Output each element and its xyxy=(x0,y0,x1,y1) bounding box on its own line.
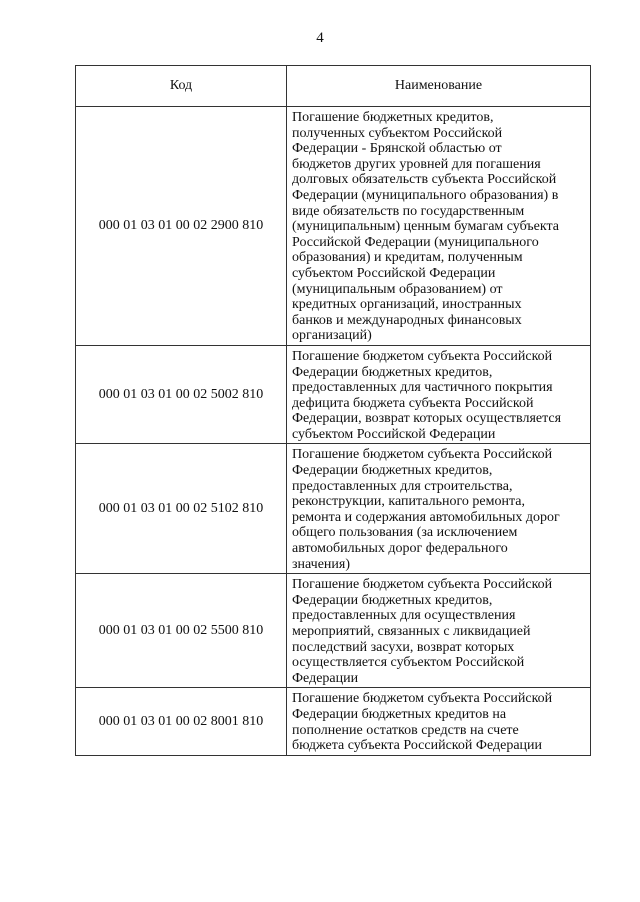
table-row xyxy=(76,444,591,574)
header-name: Наименование xyxy=(287,66,591,107)
name-line: автомобильных дорог федерального xyxy=(292,541,508,557)
name-line: организаций) xyxy=(292,328,372,344)
code-cell: 000 01 03 01 00 02 8001 810 xyxy=(76,688,287,755)
table-row xyxy=(76,688,591,755)
name-line: Погашение бюджетом субъекта Российской xyxy=(292,447,553,463)
name-line: образования) и кредитам, полученным xyxy=(292,250,523,266)
name-line: (муниципальным образованием) от xyxy=(292,281,503,297)
header-code: Код xyxy=(76,66,287,107)
name-line: Погашение бюджетом субъекта Российской xyxy=(292,577,553,593)
name-line: (муниципальным) ценным бумагам субъекта xyxy=(292,219,559,235)
table-row xyxy=(76,107,591,346)
name-line: предоставленных для строительства, xyxy=(292,478,513,494)
name-line: Погашение бюджетных кредитов, xyxy=(292,110,494,125)
name-line: Федерации бюджетных кредитов, xyxy=(292,364,493,380)
name-line: полученных субъектом Российской xyxy=(292,125,503,141)
name-cell xyxy=(287,107,591,346)
name-line: Федерации бюджетных кредитов, xyxy=(292,592,493,608)
name-line: осуществляется субъектом Российской xyxy=(292,655,525,671)
name-line: общего пользования (за исключением xyxy=(292,525,518,541)
name-line: последствий засухи, возврат которых xyxy=(292,639,515,655)
name-line: Федерации бюджетных кредитов на xyxy=(292,706,507,722)
name-line: Федерации xyxy=(292,670,359,686)
name-line: Погашение бюджетом субъекта Российской xyxy=(292,691,553,707)
name-line: реконструкции, капитального ремонта, xyxy=(292,494,525,510)
name-line: бюджетов других уровней для погашения xyxy=(292,156,541,172)
name-line: банков и международных финансовых xyxy=(292,312,522,328)
name-line: виде обязательств по государственным xyxy=(292,203,525,219)
name-line: предоставленных для частичного покрытия xyxy=(292,380,553,396)
name-cell xyxy=(287,444,591,574)
code-cell: 000 01 03 01 00 02 5002 810 xyxy=(76,345,287,444)
name-line: бюджета субъекта Российской Федерации xyxy=(292,738,543,754)
code-cell: 000 01 03 01 00 02 2900 810 xyxy=(76,107,287,346)
table-header-row xyxy=(76,66,591,107)
name-line: ремонта и содержания автомобильных дорог xyxy=(292,509,560,525)
code-cell: 000 01 03 01 00 02 5500 810 xyxy=(76,574,287,688)
name-line: Федерации бюджетных кредитов, xyxy=(292,463,493,479)
name-line: Федерации (муниципального образования) в xyxy=(292,187,559,203)
name-line: мероприятий, связанных с ликвидацией xyxy=(292,624,531,639)
name-line: субъектом Российской Федерации xyxy=(292,426,496,442)
budget-codes-table xyxy=(75,65,591,756)
name-cell xyxy=(287,688,591,755)
name-line: Погашение бюджетом субъекта Российской xyxy=(292,348,553,364)
name-cell xyxy=(287,345,591,444)
code-cell: 000 01 03 01 00 02 5102 810 xyxy=(76,444,287,574)
name-line: пополнение остатков средств на счете xyxy=(292,722,519,738)
name-line: Федерации - Брянской областью от xyxy=(292,141,502,157)
name-line: субъектом Российской Федерации xyxy=(292,265,496,281)
table-row xyxy=(76,345,591,444)
page-number: 4 xyxy=(316,30,324,46)
name-line: Федерации, возврат которых осуществляется xyxy=(292,411,562,427)
name-line: Российской Федерации (муниципального xyxy=(292,234,539,250)
name-line: предоставленных для осуществления xyxy=(292,608,516,624)
name-line: значения) xyxy=(292,556,351,572)
name-cell xyxy=(287,574,591,688)
name-line: кредитных организаций, иностранных xyxy=(292,297,522,313)
name-line: дефицита бюджета субъекта Российской xyxy=(292,395,534,411)
name-line: долговых обязательств субъекта Российской xyxy=(292,172,557,188)
table-row xyxy=(76,574,591,688)
